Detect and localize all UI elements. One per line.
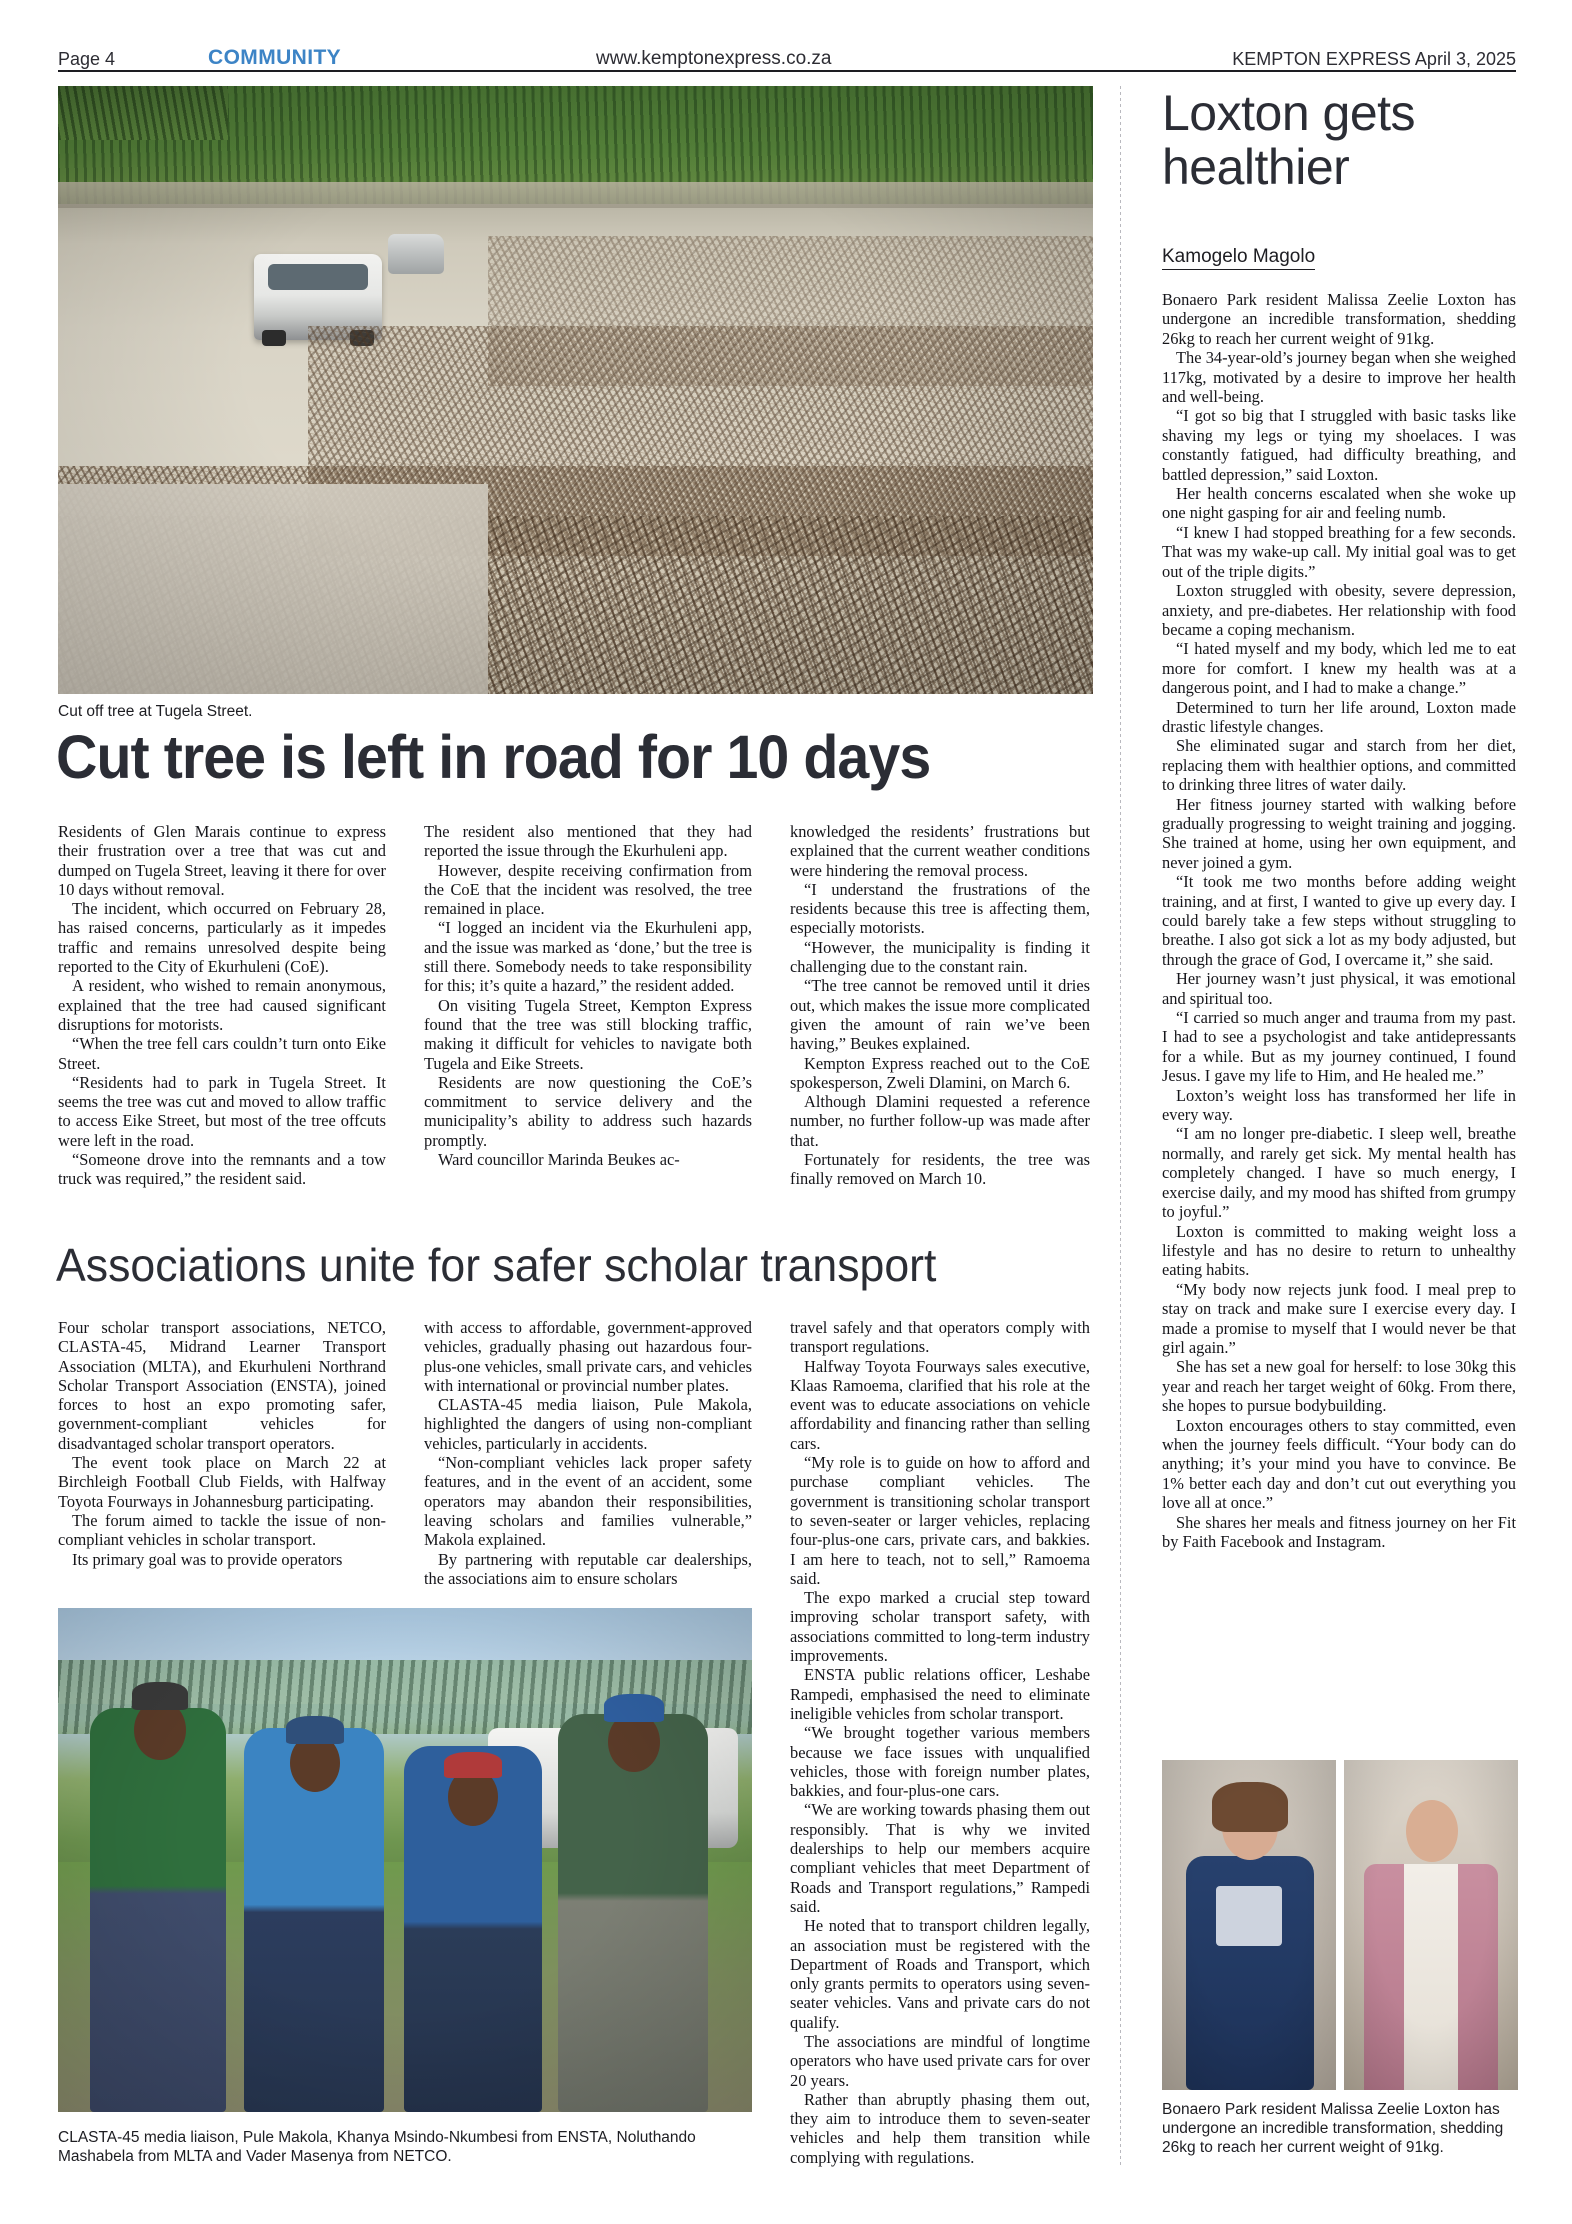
website-url: www.kemptonexpress.co.za [596,48,832,69]
main-article-column-1 [58,822,386,1242]
second-article-paragraph: Halfway Toyota Fourways sales executive, Klaas Ramoema, clarified that his role at the event was to educate associations on vehicle affordability and financing rather than selling cars. [790,1356,1090,1453]
right-headline-line-1: Loxton gets [1162,85,1416,141]
second-article-paragraph: with access to affordable, government-approved vehicles, gradually phasing out hazardous four-plus-one vehicles, small private cars, and vehicles with international or provincial number plates. [424,1318,752,1395]
right-article-paragraph: “I knew I had stopped breathing for a few seconds. That was my wake-up call. My initial goal was to get out of the triple digits.” [1162,522,1516,581]
main-article-paragraph: “I logged an incident via the Ekurhuleni app, and the issue was marked as ‘done,’ but the tree is still there. Somebody needs to take responsibility for this; it’s quite a hazard,” the resident added. [424,918,752,996]
right-headline-line-2: healthier [1162,139,1350,195]
second-article-column-2 [424,1318,752,1588]
masthead [58,40,1516,70]
main-article-paragraph: Kempton Express reached out to the CoE spokesperson, Zweli Dlamini, on March 6. [790,1053,1090,1092]
main-article-paragraph: On visiting Tugela Street, Kempton Express found that the tree was still blocking traffic, making it difficult for vehicles to navigate both Tugela and Eike Streets. [424,995,752,1073]
second-article-paragraph: Rather than abruptly phasing them out, they aim to introduce them to seven-seater vehicles and help them transition while complying with regulations. [790,2089,1090,2167]
right-article-paragraph: “I hated myself and my body, which led me to eat more for comfort. I knew my health was at a dangerous point, and I had to make a change.” [1162,639,1516,698]
main-article-paragraph: However, despite receiving confirmation from the CoE that the incident was resolved, the tree remained in place. [424,860,752,919]
second-article-paragraph: Four scholar transport associations, NETCO, CLASTA-45, Midrand Learner Transport Association (MLTA), and Ekurhuleni Northrand Scholar Transport Association (ENSTA), joined forces to host an expo promoting safer, government-compliant vehicles for disadvantaged scholar transport operators. [58,1318,386,1453]
right-article-paragraph: Loxton’s weight loss has transformed her life in every way. [1162,1085,1516,1125]
main-article-photo [58,86,1093,694]
right-byline: Kamogelo Magolo [1162,246,1315,270]
second-article-paragraph: “We are working towards phasing them out responsibly. That is why we invited dealerships to help our members acquire compliant vehicles that meet Department of Roads and Transport regulations,” Rampedi said. [790,1800,1090,1916]
right-photo-caption: Bonaero Park resident Malissa Zeelie Loxton has undergone an incredible transformation, shedding 26kg to reach her current weight of 91kg. [1162,2101,1504,2156]
second-article-column-1 [58,1318,386,1578]
right-article-paragraph: Her fitness journey started with walking before gradually progressing to weight training and jogging. She trained at home, using her own equipment, and never joined a gym. [1162,794,1516,872]
second-article-paragraph: CLASTA-45 media liaison, Pule Makola, highlighted the dangers of using non-compliant vehicles, particularly in accidents. [424,1395,752,1453]
page-number-label: Page 4 [58,49,116,69]
second-article-column-3 [790,1318,1090,2167]
second-headline: Associations unite for safer scholar transport [56,1239,937,1291]
masthead-divider [58,70,1516,72]
right-photo-after [1344,1760,1518,2090]
right-article-paragraph: Loxton is committed to making weight loss a lifestyle and has no desire to return to unhealthy eating habits. [1162,1221,1516,1280]
right-article-paragraph: Her journey wasn’t just physical, it was emotional and spiritual too. [1162,969,1516,1008]
second-article-paragraph: ENSTA public relations officer, Leshabe Rampedi, emphasised the need to eliminate ineligible vehicles from scholar transport. [790,1665,1090,1723]
right-article-paragraph: Her health concerns escalated when she woke up one night gasping for air and feeling numb. [1162,484,1516,523]
second-article-paragraph: “My role is to guide on how to afford and purchase compliant vehicles. The government is transitioning scholar transport to seven-seater or larger vehicles, replacing four-plus-one cars, private cars, and bakkies. I am here to teach, not to sell,” Ramoema said. [790,1453,1090,1588]
right-article-paragraph: “I carried so much anger and trauma from my past. I had to see a psychologist and take antidepressants for a while. But as my journey continued, I found Jesus. I gave my life to Him, and He healed me.” [1162,1008,1516,1086]
right-article-paragraph: Loxton struggled with obesity, severe depression, anxiety, and pre-diabetes. Her relationship with food became a coping mechanism. [1162,581,1516,639]
main-article-paragraph: Although Dlamini requested a reference number, no further follow-up was made after that. [790,1092,1090,1150]
right-article-paragraph: She has set a new goal for herself: to lose 30kg this year and reach her target weight of 60kg. From there, she hopes to pursue bodybuilding. [1162,1357,1516,1416]
main-article-paragraph: “I understand the frustrations of the residents because this tree is affecting them, especially motorists. [790,879,1090,938]
main-article-paragraph: “Someone drove into the remnants and a tow truck was required,” the resident said. [58,1150,386,1189]
right-article-body [1162,290,1516,1735]
main-article-paragraph: The resident also mentioned that they had reported the issue through the Ekurhuleni app. [424,822,752,861]
main-article-paragraph: Fortunately for residents, the tree was finally removed on March 10. [790,1150,1090,1189]
right-article-paragraph: “It took me two months before adding weight training, and at first, I wanted to give up every day. I could barely take a few steps without struggling to breathe. I also got sick a lot as my body adjusted, but through the grace of God, I overcame it,” she said. [1162,872,1516,969]
main-photo-caption: Cut off tree at Tugela Street. [58,703,253,720]
main-article-paragraph: “When the tree fell cars couldn’t turn onto Eike Street. [58,1034,386,1073]
second-article-paragraph: “We brought together various members because we face issues with unqualified vehicles, those with foreign number plates, bakkies, and four-plus-one cars. [790,1723,1090,1801]
second-article-photo [58,1608,752,2112]
main-article-paragraph: Residents are now questioning the CoE’s commitment to service delivery and the municipality’s ability to address such hazards promptly. [424,1072,752,1150]
right-article-paragraph: Bonaero Park resident Malissa Zeelie Loxton has undergone an incredible transformation, shedding 26kg to reach her current weight of 91kg. [1162,290,1516,348]
right-photo-before [1162,1760,1336,2090]
right-article-paragraph: “My body now rejects junk food. I meal prep to stay on track and make sure I exercise every day. I made a promise to myself that I would never be that girl again.” [1162,1279,1516,1357]
second-article-paragraph: He noted that to transport children legally, an association must be registered with the Department of Roads and Transport, which only grants permits to operators using seven-seater vehicles. Vans and private cars do not qualify. [790,1916,1090,2032]
publication-date: KEMPTON EXPRESS April 3, 2025 [1232,49,1516,69]
right-article-paragraph: Loxton encourages others to stay committed, even when the journey feels difficult. “Your body can do anything; it’s your mind you have to convince. Be 1% better each day and don’t cut out everything you love all at once.” [1162,1415,1516,1513]
right-article-paragraph: She eliminated sugar and starch from her diet, replacing them with healthier options, and committed to drinking three litres of water daily. [1162,736,1516,795]
right-article-paragraph: She shares her meals and fitness journey on her Fit by Faith Facebook and Instagram. [1162,1512,1516,1551]
section-label: COMMUNITY [208,46,342,69]
second-article-paragraph: The associations are mindful of longtime operators who have used private cars for over 20 years. [790,2031,1090,2090]
second-photo-caption: CLASTA-45 media liaison, Pule Makola, Khanya Msindo-Nkumbesi from ENSTA, Noluthando Mashabela from MLTA and Vader Masenya from NETCO. [58,2129,696,2165]
main-article-paragraph: Residents of Glen Marais continue to express their frustration over a tree that was cut and dumped on Tugela Street, leaving it there for over 10 days without removal. [58,822,386,899]
right-article-paragraph: The 34-year-old’s journey began when she weighed 117kg, motivated by a desire to improve her health and well-being. [1162,348,1516,407]
second-article-paragraph: Its primary goal was to provide operators [72,1549,343,1569]
main-headline: Cut tree is left in road for 10 days [56,723,931,791]
column-divider-right [1120,86,1121,2166]
main-article-paragraph: knowledged the residents’ frustrations but explained that the current weather conditions were hindering the removal process. [790,822,1090,880]
main-article-column-3 [790,822,1090,1242]
second-article-paragraph: The forum aimed to tackle the issue of non-compliant vehicles in scholar transport. [58,1510,386,1550]
main-article-paragraph: “The tree cannot be removed until it dries out, which makes the issue more complicated given the amount of rain we’ve been having,” Beukes explained. [790,976,1090,1054]
second-article-paragraph: The event took place on March 22 at Birchleigh Football Club Fields, with Halfway Toyota Fourways in Johannesburg participating. [58,1453,386,1511]
right-article-paragraph: Determined to turn her life around, Loxton made drastic lifestyle changes. [1162,697,1516,736]
main-article-paragraph: “However, the municipality is finding it challenging due to the constant rain. [790,937,1090,977]
right-article-paragraph: “I am no longer pre-diabetic. I sleep well, breathe normally, and rarely get sick. My mental health has completely changed. I have so much energy, I exercise daily, and my mood has shifted from grumpy to joyful.” [1162,1124,1516,1222]
main-article-column-2 [424,822,752,1242]
right-article-paragraph: “I got so big that I struggled with basic tasks like shaving my legs or tying my shoelaces. I was constantly fatigued, had difficulty breathing, and battled depression,” said Loxton. [1162,406,1516,484]
main-article-paragraph: A resident, who wished to remain anonymous, explained that the tree had caused significant disruptions for motorists. [58,976,386,1034]
second-article-paragraph: travel safely and that operators comply with transport regulations. [790,1318,1090,1357]
second-article-paragraph: “Non-compliant vehicles lack proper safety features, and in the event of an accident, some operators may abandon their responsibilities, leaving scholars and families vulnerable,” Makola explained. [424,1453,752,1550]
main-article-paragraph: Ward councillor Marinda Beukes ac- [438,1150,680,1170]
second-article-paragraph: The expo marked a crucial step toward improving scholar transport safety, with associations committed to long-term industry improvements. [790,1588,1090,1666]
main-article-paragraph: The incident, which occurred on February 28, has raised concerns, particularly as it impedes traffic and remains unresolved despite being reported to the City of Ekurhuleni (CoE). [58,899,386,977]
second-article-paragraph: By partnering with reputable car dealerships, the associations aim to ensure scholars [424,1549,752,1588]
main-article-paragraph: “Residents had to park in Tugela Street. It seems the tree was cut and moved to allow traffic to access Eike Street, but most of the tree offcuts were left in the road. [58,1072,386,1150]
